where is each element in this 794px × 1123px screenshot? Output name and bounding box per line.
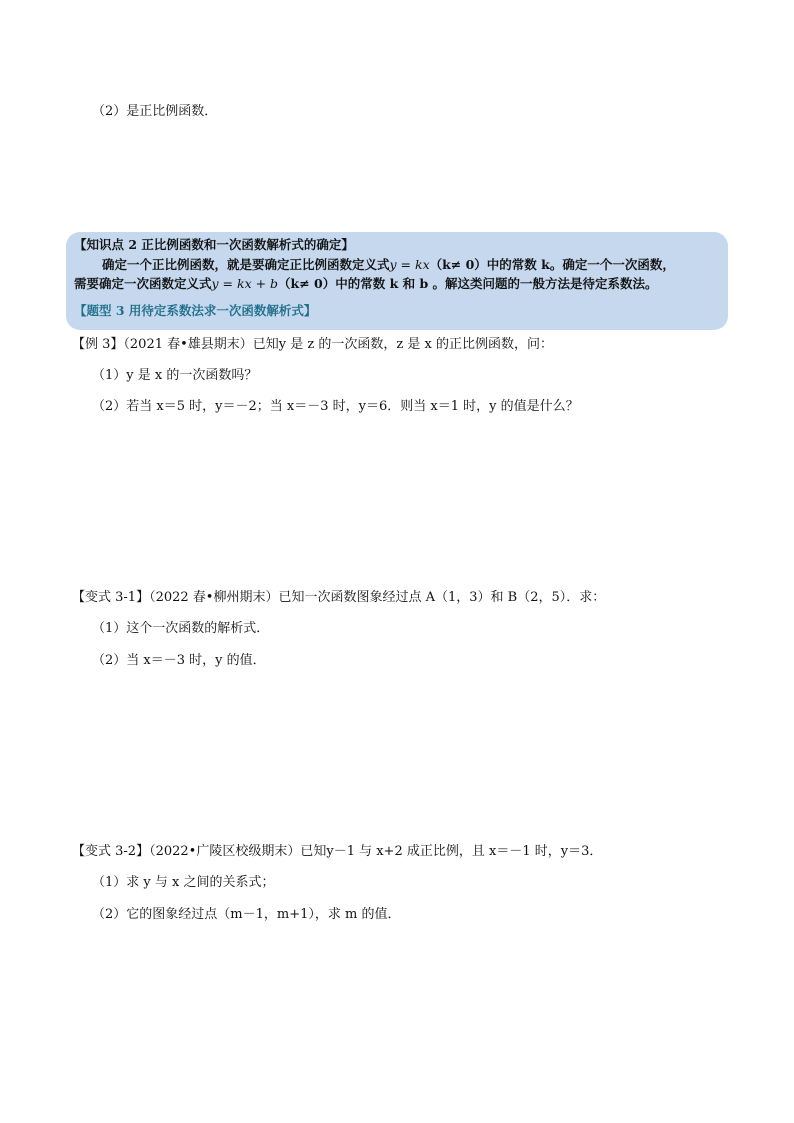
example-3-label: 【例 3】 <box>72 337 124 352</box>
variant-3-2-question-2: （2）它的图象经过点（m－1，m+1），求 m 的值． <box>92 907 401 922</box>
variant-3-1-stem <box>72 589 605 607</box>
knowledge-line2-text-b: （k≠ 0）中的常数 k 和 b 。解这类问题的一般方法是待定系数法。 <box>278 276 658 291</box>
knowledge-point-line-2 <box>74 275 658 293</box>
example-3-stem <box>72 336 553 354</box>
knowledge-line1-text-a: 确定一个正比例函数，就是要确定正比例函数定义式 <box>102 257 390 272</box>
variant-3-2-source: （2022•广陵区校级期末） <box>149 844 301 859</box>
variant-3-2-label: 【变式 3-2】 <box>72 844 150 859</box>
variant-3-2-stem-text: 已知y－1 与 x+2 成正比例，且 x＝－1 时，y＝3． <box>300 844 603 859</box>
variant-3-1-source: （2022 春•柳州期末） <box>149 590 279 605</box>
example-3-stem-text: 已知y 是 z 的一次函数，z 是 x 的正比例函数，问： <box>252 337 553 352</box>
formula-linear: y = kx + b <box>211 276 279 291</box>
formula-proportional: y = kx <box>389 257 430 272</box>
variant-3-1-question-1: （1）这个一次函数的解析式． <box>92 621 270 636</box>
example-3-source: （2021 春•雄县期末） <box>123 337 253 352</box>
knowledge-point-title: 【知识点 2 正比例函数和一次函数解析式的确定】 <box>74 237 354 252</box>
previous-answer-2: （2）是正比例函数． <box>92 104 218 119</box>
variant-3-2-question-1: （1）求 y 与 x 之间的关系式； <box>92 875 275 890</box>
variant-3-1-question-2: （2）当 x＝－3 时，y 的值． <box>92 653 266 668</box>
example-3-question-2: （2）若当 x＝5 时，y＝－2；当 x＝－3 时，y＝6．则当 x＝1 时，y 的值是什么？ <box>92 399 579 414</box>
knowledge-point-box <box>66 232 728 330</box>
knowledge-point-line-1 <box>102 256 675 274</box>
topic-3-title: 【题型 3 用待定系数法求一次函数解析式】 <box>74 303 317 318</box>
variant-3-1-stem-text: 已知一次函数图象经过点 A（1，3）和 B（2，5）．求： <box>278 590 606 605</box>
knowledge-line1-text-b: （k≠ 0）中的常数 k。确定一个一次函数， <box>429 257 675 272</box>
example-3-question-1: （1）y 是 x 的一次函数吗？ <box>92 368 258 383</box>
variant-3-1-label: 【变式 3-1】 <box>72 590 150 605</box>
knowledge-line2-text-a: 需要确定一次函数定义式 <box>74 276 212 291</box>
variant-3-2-stem <box>72 843 602 861</box>
